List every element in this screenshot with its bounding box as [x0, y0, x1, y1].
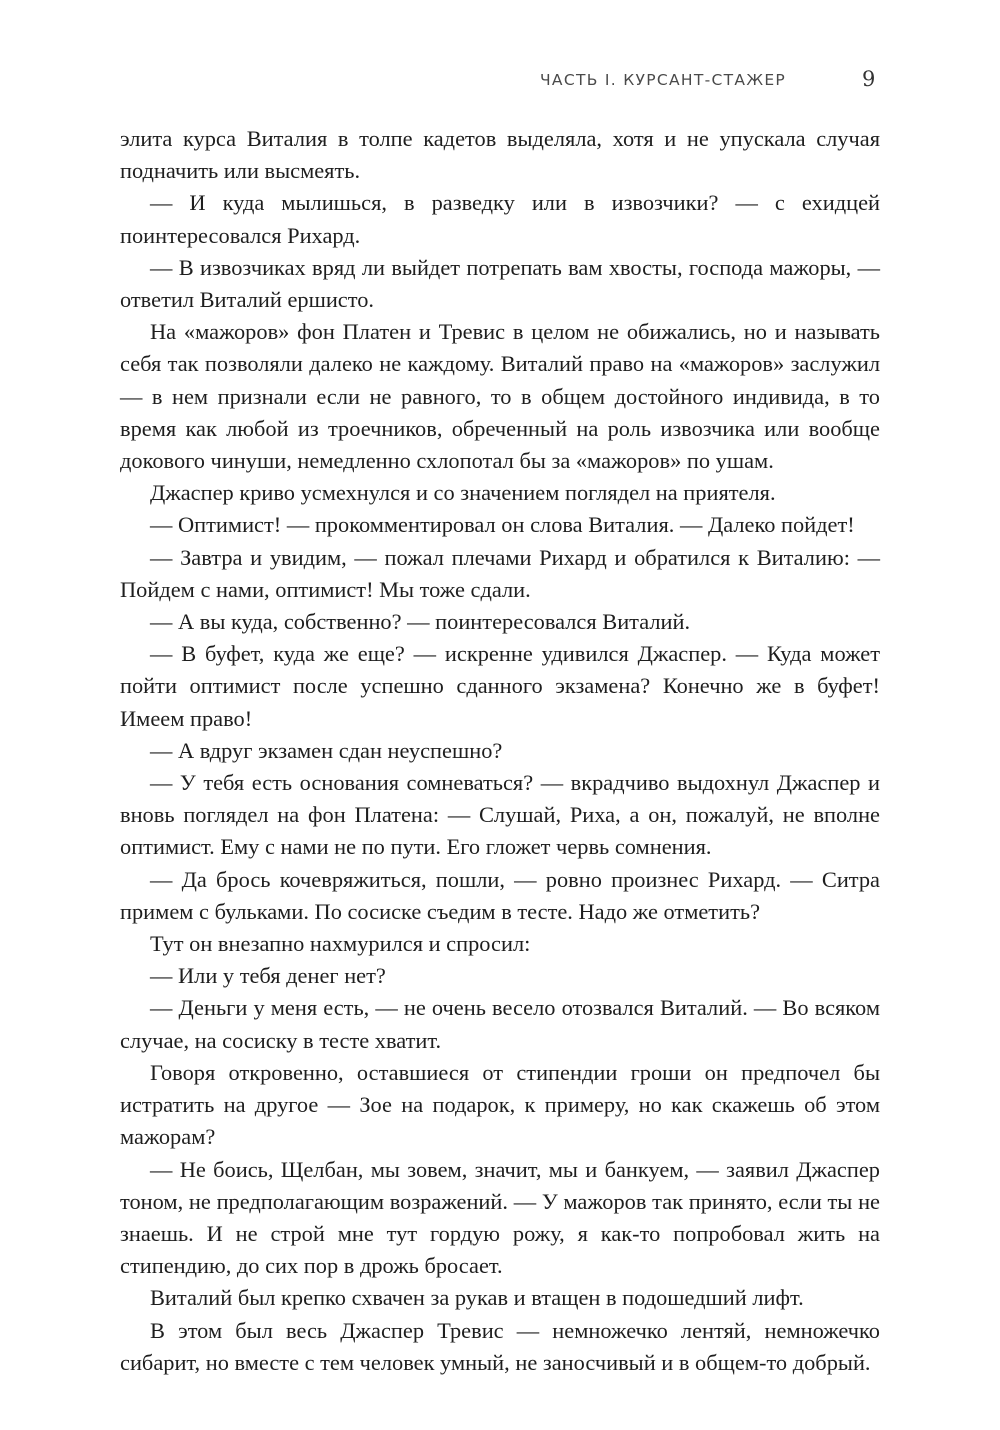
paragraph: — И куда мылишься, в разведку или в извозчики? — с ехидцей поинтересовался Рихард.	[120, 190, 880, 248]
paragraph: — Да брось кочевряжиться, пошли, — ровно произнес Рихард. — Ситра примем с бульками. По сосиске съедим в тесте. Надо же отметить?	[120, 866, 880, 924]
paragraph: Тут он внезапно нахмурился и спросил:	[150, 931, 531, 957]
paragraph: Виталий был крепко схвачен за рукав и втащен в подошедший лифт.	[150, 1285, 804, 1311]
running-head: ЧАСТЬ I. КУРСАНТ-СТАЖЕР	[540, 71, 787, 89]
paragraph: — Оптимист! — прокомментировал он слова Виталия. — Далеко пойдет!	[150, 512, 855, 538]
paragraph: — Завтра и увидим, — пожал плечами Рихард и обратился к Виталию: — Пойдем с нами, оптимист! Мы тоже сдали.	[120, 544, 880, 602]
paragraph: элита курса Виталия в толпе кадетов выделяла, хотя и не упускала случая подначить или высмеять.	[120, 126, 880, 184]
paragraph: — В буфет, куда же еще? — искренне удивился Джаспер. — Куда может пойти оптимист после успешно сданного экзамена? Конечно же в буфет! Имеем право!	[120, 641, 880, 731]
paragraph: — Деньги у меня есть, — не очень весело отозвался Виталий. — Во всяком случае, на сосиску в тесте хватит.	[120, 995, 880, 1053]
paragraph: — У тебя есть основания сомневаться? — вкрадчиво выдохнул Джаспер и вновь поглядел на фон Платена: — Слушай, Риха, а он, пожалуй, не вполне оптимист. Ему с нами не по пути. Его гложет червь сомнения.	[120, 770, 880, 860]
paragraph: — А вы куда, собственно? — поинтересовался Виталий.	[150, 609, 691, 635]
body-text	[120, 123, 880, 1379]
paragraph: — В извозчиках вряд ли выйдет потрепать вам хвосты, господа мажоры, — ответил Виталий ершисто.	[120, 254, 880, 313]
paragraph: — Не боись, Щелбан, мы зовем, значит, мы и банкуем, — заявил Джаспер тоном, не предполагающим возражений. — У мажоров так принято, если ты не знаешь. И не строй мне тут гордую рожу, я как-то попробовал жить на стипендию, до сих пор в дрожь бросает.	[120, 1156, 880, 1279]
paragraph: — Или у тебя денег нет?	[150, 963, 386, 989]
paragraph: На «мажоров» фон Платен и Тревис в целом не обижались, но и называть себя так позволяли далеко не каждому. Виталий право на «мажоров» заслужил — в нем признали если не равного, то в общем достойного индивида, в то время как любой из троечников, обреченный на роль извозчика или вообще докового чинуши, немедленно схлопотал бы за «мажоров» по ушам.	[120, 319, 880, 474]
paragraph: Говоря откровенно, оставшиеся от стипендии гроши он предпочел бы истратить на другое — Зое на подарок, к примеру, но как скажешь об этом мажорам?	[120, 1059, 880, 1150]
paragraph: Джаспер криво усмехнулся и со значением поглядел на приятеля.	[150, 480, 776, 506]
paragraph: — А вдруг экзамен сдан неуспешно?	[150, 737, 503, 763]
paragraph: В этом был весь Джаспер Тревис — немножечко лентяй, немножечко сибарит, но вместе с тем человек умный, не заносчивый и в общем-то добрый.	[120, 1317, 880, 1375]
page-number: 9	[862, 67, 876, 91]
